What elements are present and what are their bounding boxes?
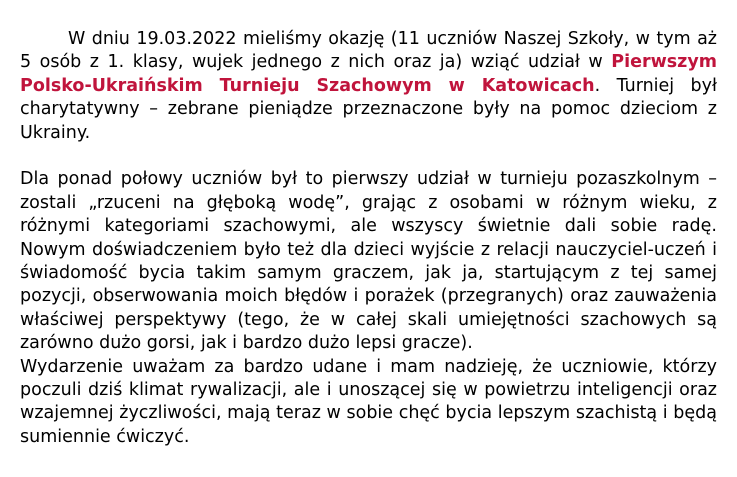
- document-body: [20, 28, 717, 449]
- tournament-name-highlight: Pierwszym Polsko-Ukraińskim Turnieju Szachowym w Katowicach: [20, 52, 717, 96]
- paragraph-intro: [20, 28, 717, 145]
- paragraph-spacer: [20, 145, 717, 168]
- paragraph-summary: Wydarzenie uważam za bardzo udane i mam nadzieję, że uczniowie, którzy poczuli dziś klimat rywalizacji, ale i unoszącej się w powietrzu inteligencji oraz wzajemnej życzliwości, mają teraz w sobie chęć bycia lepszym szachistą i będą sumiennie ćwiczyć.: [20, 356, 717, 447]
- paragraph-experience: Dla ponad połowy uczniów był to pierwszy udział w turnieju pozaszkolnym – zostali „rzuceni na głęboką wodę”, grając z osobami w różnym wieku, z różnymi kategoriami szachowymi, ale wszyscy świetnie dali sobie radę. Nowym doświadczeniem było też dla dzieci wyjście z relacji nauczyciel-uczeń i świadomość bycia takim samym graczem, jak ja, startującym z tej samej pozycji, obserwowania moich błędów i porażek (przegranych) oraz zauważenia właściwej perspektywy (tego, że w całej skali umiejętności szachowych są zarówno dużo gorsi, jak i bardzo dużo lepsi gracze).: [20, 169, 717, 354]
- intro-text: W dniu 19.03.2022 mieliśmy okazję (11 uczniów Naszej Szkoły, w tym aż 5 osób z 1. klasy, wujek jednego z nich oraz ja) wziąć udział w: [20, 29, 717, 73]
- intro-text-end: . Turniej był charytatywny – zebrane pieniądze przeznaczone były na pomoc dzieciom z Ukrainy.: [20, 75, 717, 143]
